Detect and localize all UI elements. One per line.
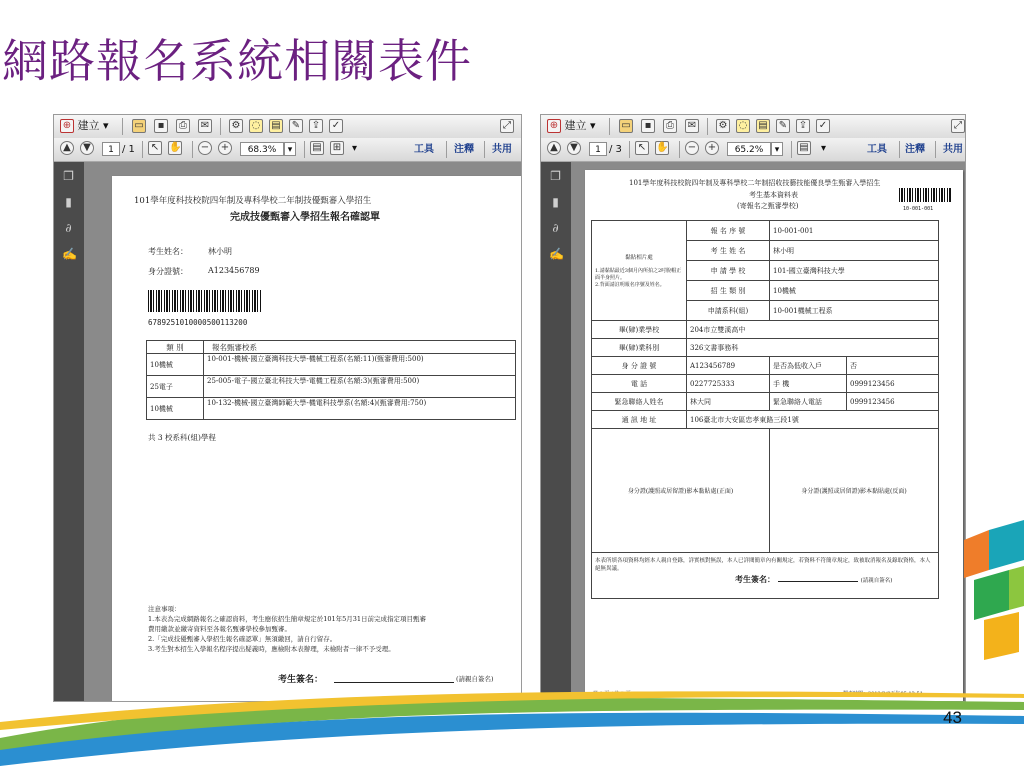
- select-tool-icon[interactable]: ↖: [635, 141, 649, 155]
- photo-title: 黏貼相片處: [625, 255, 653, 261]
- doc-title: 考生基本資料表: [749, 191, 798, 199]
- table-header: 類 別: [147, 341, 204, 354]
- field-value: 林小明: [770, 241, 939, 261]
- field-value: 0999123456: [847, 375, 939, 393]
- tools-tab[interactable]: 工具: [867, 144, 887, 155]
- create-pdf-icon: ⊕: [547, 119, 561, 133]
- prev-page-icon[interactable]: ▲: [60, 141, 74, 155]
- navigation-toolbar: [54, 138, 521, 162]
- field-label: 手 機: [770, 375, 847, 393]
- note-line: 2.「完成技優甄審入學招生報名確認單」無須繳回，請自行留存。: [148, 635, 337, 643]
- navigation-toolbar: [541, 138, 965, 162]
- tools-tab[interactable]: 工具: [414, 144, 434, 155]
- signature-hint: (請親自簽名): [860, 578, 893, 584]
- table-cell: 10機械: [147, 398, 204, 420]
- table-row: [147, 354, 516, 376]
- comment-tab[interactable]: 注釋: [905, 144, 925, 155]
- sticky-note-icon[interactable]: ▤: [756, 119, 770, 133]
- create-pdf-icon: ⊕: [60, 119, 74, 133]
- photo-area: [592, 221, 687, 321]
- table-header: 報名甄審校系: [204, 341, 516, 354]
- table-cell: 25電子: [147, 376, 204, 398]
- main-toolbar: [54, 115, 521, 139]
- field-value: 否: [847, 357, 939, 375]
- statement-cell: [592, 553, 939, 599]
- statement: 本表所填各項資料均經本人親自登錄，詳實核對無誤，本人已詳閱簡章內有關規定，若資料不符簡章規定，致被取消報名及錄取資格，本人絕無異議。: [595, 558, 931, 572]
- note-line: 3.考生對本招生入學報名程序提出疑義時，應檢附本表辦理，未檢附者一律不予受理。: [148, 645, 395, 653]
- attachments-icon[interactable]: ∂: [552, 221, 559, 235]
- hand-tool-icon[interactable]: ✋: [169, 142, 182, 153]
- note-line: 費用繳款並繳寄資料至各報名甄審學校參加甄審。: [148, 625, 291, 633]
- barcode: [899, 188, 951, 202]
- main-toolbar: [541, 115, 965, 139]
- decorative-swoosh: [0, 650, 1024, 768]
- fit-page-icon[interactable]: ▤: [310, 141, 324, 155]
- field-label: 招 生 類 別: [687, 281, 770, 301]
- table-cell: 10-132-機械-國立臺灣師範大學-機電科技學系(名額:4)(甄審費用:750): [204, 398, 516, 420]
- expand-icon[interactable]: ⤢: [951, 119, 965, 133]
- comment-tab[interactable]: 注釋: [454, 144, 474, 155]
- field-value: 204市立雙溪高中: [687, 321, 939, 339]
- sticky-note-icon[interactable]: ▤: [269, 119, 283, 133]
- zoom-in-icon[interactable]: +: [705, 141, 719, 155]
- field-value: 101-國立臺灣科技大學: [770, 261, 939, 281]
- fit-width-icon[interactable]: ⊞: [330, 141, 344, 155]
- field-value: 10-001-001: [770, 221, 939, 241]
- doc-subtitle: (寄報名之甄審學校): [737, 202, 799, 210]
- doc-header: 101學年度科技校院四年制及專科學校二年制技優甄審入學招生: [134, 196, 372, 206]
- barcode-number: 10-001-001: [903, 206, 934, 212]
- barcode: [148, 290, 262, 312]
- field-value: 326文書事務科: [687, 339, 939, 357]
- zoom-out-icon[interactable]: −: [685, 141, 699, 155]
- open-folder-icon[interactable]: ▭: [619, 119, 633, 133]
- pdf-viewer-right: [540, 114, 966, 702]
- table-row: [147, 376, 516, 398]
- field-value: 106臺北市大安區忠孝東路三段1號: [687, 411, 939, 429]
- fit-page-icon[interactable]: ▤: [797, 141, 811, 155]
- applications-table: [146, 340, 516, 420]
- field-label: 報 名 序 號: [687, 221, 770, 241]
- bookmarks-icon[interactable]: ▮: [552, 195, 559, 209]
- save-icon[interactable]: ▪: [154, 119, 168, 133]
- create-button[interactable]: ⊕ 建立 ▾: [547, 118, 596, 134]
- basic-info-table: [591, 220, 939, 599]
- name-label: 考生姓名：: [148, 247, 188, 256]
- id-front-area: 身分證(護照或居留證)影本黏貼處(正面): [592, 429, 770, 553]
- field-label: 緊急聯絡人姓名: [592, 393, 687, 411]
- zoom-out-icon[interactable]: −: [198, 141, 212, 155]
- slide-title: 網路報名系統相關表件: [2, 34, 472, 88]
- slide-number: 43: [943, 708, 962, 727]
- hand-tool-icon[interactable]: ✋: [656, 142, 669, 153]
- expand-icon[interactable]: ⤢: [500, 119, 514, 133]
- attachments-icon[interactable]: ∂: [65, 221, 72, 235]
- zoom-dropdown[interactable]: ▾: [771, 142, 783, 156]
- table-cell: 10-001-機械-國立臺灣科技大學-機械工程系(名額:11)(甄審費用:500): [204, 354, 516, 376]
- page-thumbnails-icon[interactable]: ❐: [63, 169, 74, 183]
- navigation-pane: [541, 162, 571, 701]
- field-label: 畢(肄)業學校: [592, 321, 687, 339]
- field-label: 身 分 證 號: [592, 357, 687, 375]
- field-label: 申 請 學 校: [687, 261, 770, 281]
- field-label: 緊急聯絡人電話: [770, 393, 847, 411]
- export-icon[interactable]: ⇪: [309, 119, 323, 133]
- table-cell: 25-005-電子-國立臺北科技大學-電機工程系(名額:3)(甄審費用:500): [204, 376, 516, 398]
- print-icon[interactable]: ⎙: [176, 119, 190, 133]
- sign-icon[interactable]: ✎: [776, 119, 790, 133]
- field-value: 10-001機械工程系: [770, 301, 939, 321]
- doc-title: 完成技優甄審入學招生報名確認單: [230, 212, 380, 223]
- email-icon[interactable]: ✉: [685, 119, 699, 133]
- table-cell: 10機械: [147, 354, 204, 376]
- page-number-input[interactable]: 1: [102, 142, 120, 156]
- prev-page-icon[interactable]: ▲: [547, 141, 561, 155]
- settings-icon[interactable]: ⚙: [229, 119, 243, 133]
- comment-icon[interactable]: ◌: [249, 119, 263, 133]
- page-total: / 1: [122, 144, 135, 155]
- create-label: 建立: [77, 119, 100, 132]
- signatures-icon[interactable]: ✍: [62, 247, 77, 261]
- page-thumbnails-icon[interactable]: ❐: [550, 169, 561, 183]
- more-dropdown-icon[interactable]: ▾: [352, 143, 358, 154]
- share-tab[interactable]: 共用: [492, 144, 512, 155]
- zoom-in-icon[interactable]: +: [218, 141, 232, 155]
- zoom-field[interactable]: 68.3%: [240, 142, 284, 156]
- field-value: 10機械: [770, 281, 939, 301]
- more-dropdown-icon[interactable]: ▾: [821, 143, 827, 154]
- navigation-pane: [54, 162, 84, 701]
- id-value: A123456789: [208, 266, 260, 275]
- field-label: 是否為低收入戶: [770, 357, 847, 375]
- review-icon[interactable]: ✓: [816, 119, 830, 133]
- print-icon[interactable]: ⎙: [663, 119, 677, 133]
- notes-title: 注意事項：: [148, 605, 181, 613]
- field-label: 通 訊 地 址: [592, 411, 687, 429]
- id-back-area: 身分證(護照或居留證)影本黏貼處(反面): [770, 429, 939, 553]
- signature-label: 考生簽名：: [278, 675, 324, 685]
- field-label: 申請系科(組): [687, 301, 770, 321]
- signature-label: 考生簽名：: [735, 574, 775, 584]
- table-row: [147, 398, 516, 420]
- next-page-icon[interactable]: ▼: [567, 141, 581, 155]
- field-label: 畢(肄)業科別: [592, 339, 687, 357]
- sign-icon[interactable]: ✎: [289, 119, 303, 133]
- comment-icon[interactable]: ◌: [736, 119, 750, 133]
- basic-info-page: [585, 170, 963, 702]
- field-label: 電 話: [592, 375, 687, 393]
- zoom-dropdown[interactable]: ▾: [284, 142, 296, 156]
- barcode-number: 678925101000050011320​0: [148, 318, 248, 327]
- signature-line: [778, 581, 858, 582]
- field-label: 考 生 姓 名: [687, 241, 770, 261]
- email-icon[interactable]: ✉: [198, 119, 212, 133]
- field-value: 林大同: [687, 393, 770, 411]
- document-canvas[interactable]: [84, 162, 521, 701]
- bookmarks-icon[interactable]: ▮: [65, 195, 72, 209]
- page-total: / 3: [609, 144, 622, 155]
- page-number-input[interactable]: 1: [589, 142, 607, 156]
- id-label: 身分證號：: [148, 267, 188, 276]
- field-value: 0999123456: [847, 393, 939, 411]
- save-icon[interactable]: ▪: [641, 119, 655, 133]
- signature-hint: (請親自簽名): [456, 675, 494, 683]
- document-canvas[interactable]: [571, 162, 965, 701]
- zoom-field[interactable]: 65.2%: [727, 142, 771, 156]
- share-tab[interactable]: 共用: [943, 144, 963, 155]
- create-button[interactable]: ⊕ 建立 ▾: [60, 118, 109, 134]
- field-value: A123456789: [687, 357, 770, 375]
- export-icon[interactable]: ⇪: [796, 119, 810, 133]
- confirmation-page: [112, 176, 522, 702]
- next-page-icon[interactable]: ▼: [80, 141, 94, 155]
- doc-header: 101學年度科技校院四年制及專科學校二年制招收技藝技能優良學生甄審入學招生: [629, 179, 881, 187]
- decorative-cubes: [954, 520, 1024, 660]
- create-label: 建立: [564, 119, 587, 132]
- note-line: 1.本表為完成網路報名之確認資料，考生應依招生簡章規定於101年5月31日前完成指定項目甄審: [148, 615, 427, 623]
- photo-notes: 1.請黏貼最近3個月內所拍之2吋脫帽正面半身照片。 2.背面請註明報名序號及姓名。: [595, 268, 682, 288]
- open-folder-icon[interactable]: ▭: [132, 119, 146, 133]
- name-value: 林小明: [208, 247, 232, 256]
- total-count: 共 3 校系科(組)學程: [148, 433, 216, 442]
- pdf-viewer-left: [53, 114, 522, 702]
- field-value: 0227725333: [687, 375, 770, 393]
- signatures-icon[interactable]: ✍: [549, 247, 564, 261]
- settings-icon[interactable]: ⚙: [716, 119, 730, 133]
- review-icon[interactable]: ✓: [329, 119, 343, 133]
- select-tool-icon[interactable]: ↖: [148, 141, 162, 155]
